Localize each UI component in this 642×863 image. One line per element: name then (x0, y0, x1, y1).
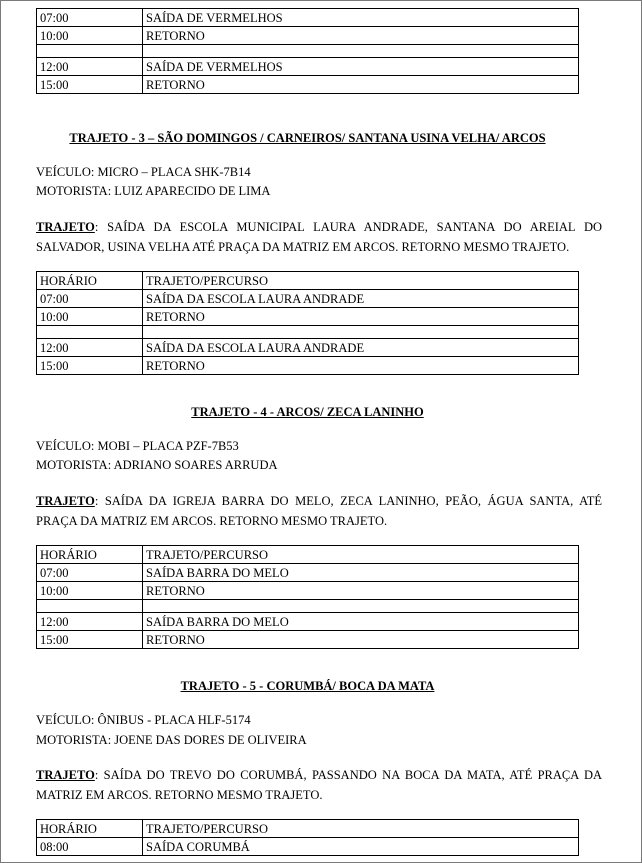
time-cell: 15:00 (37, 76, 143, 94)
time-cell: 12:00 (37, 613, 143, 631)
time-cell (37, 45, 143, 58)
route-cell: SAÍDA DA ESCOLA LAURA ANDRADE (143, 339, 579, 357)
spacer-row (37, 326, 579, 339)
schedule-table-route4 (36, 545, 579, 649)
route-cell: RETORNO (143, 631, 579, 649)
table-row (37, 838, 579, 856)
time-cell: 07:00 (37, 564, 143, 582)
route4-vehicle: VEÍCULO: MOBI – PLACA PZF-7B53 (36, 439, 239, 453)
table-header-row (37, 546, 579, 564)
route5-description (36, 765, 602, 805)
time-cell: 07:00 (37, 290, 143, 308)
time-cell: 10:00 (37, 308, 143, 326)
route4-heading: TRAJETO - 4 - ARCOS/ ZECA LANINHO (191, 405, 424, 419)
route-cell: RETORNO (143, 27, 579, 45)
table-row (37, 631, 579, 649)
table-row (37, 582, 579, 600)
route-cell: SAÍDA BARRA DO MELO (143, 564, 579, 582)
route-cell: RETORNO (143, 76, 579, 94)
route-cell: SAÍDA DE VERMELHOS (143, 58, 579, 76)
route-cell: SAÍDA DE VERMELHOS (143, 9, 579, 27)
header-time: HORÁRIO (37, 546, 143, 564)
route-cell: RETORNO (143, 308, 579, 326)
time-cell: 07:00 (37, 9, 143, 27)
time-cell: 10:00 (37, 582, 143, 600)
header-time: HORÁRIO (37, 272, 143, 290)
table-row (37, 76, 579, 94)
route3-driver: MOTORISTA: LUIZ APARECIDO DE LIMA (36, 184, 271, 198)
route-label: TRAJETO (36, 220, 95, 234)
header-route: TRAJETO/PERCURSO (143, 820, 579, 838)
route-label: TRAJETO (36, 768, 95, 782)
route5-vehicle: VEÍCULO: ÔNIBUS - PLACA HLF-5174 (36, 713, 251, 727)
route-cell (143, 326, 579, 339)
time-cell (37, 326, 143, 339)
table-row (37, 58, 579, 76)
route4-description (36, 491, 602, 531)
time-cell: 10:00 (37, 27, 143, 45)
spacer-row (37, 45, 579, 58)
schedule-table-route3 (36, 271, 579, 375)
route-cell: SAÍDA BARRA DO MELO (143, 613, 579, 631)
table-row (37, 357, 579, 375)
time-cell: 08:00 (37, 838, 143, 856)
schedule-table-route5 (36, 819, 579, 856)
route-label: TRAJETO (36, 494, 95, 508)
table-row (37, 564, 579, 582)
time-cell: 12:00 (37, 58, 143, 76)
table-header-row (37, 272, 579, 290)
table-row (37, 27, 579, 45)
table-header-row (37, 820, 579, 838)
time-cell (37, 600, 143, 613)
route-text: : SAÍDA DA ESCOLA MUNICIPAL LAURA ANDRADE, SANTANA DO AREIAL DO SALVADOR, USINA VELHA ATÉ PRAÇA DA MATRIZ EM ARCOS. RETORNO MESMO TRAJETO. (36, 220, 602, 254)
table-row (37, 613, 579, 631)
route-cell: SAÍDA DA ESCOLA LAURA ANDRADE (143, 290, 579, 308)
time-cell: 15:00 (37, 357, 143, 375)
header-route: TRAJETO/PERCURSO (143, 272, 579, 290)
spacer-row (37, 600, 579, 613)
route-cell (143, 45, 579, 58)
route4-driver: MOTORISTA: ADRIANO SOARES ARRUDA (36, 458, 278, 472)
route-cell: RETORNO (143, 357, 579, 375)
route5-heading: TRAJETO - 5 - CORUMBÁ/ BOCA DA MATA (180, 679, 435, 693)
route3-description (36, 217, 602, 257)
route5-driver: MOTORISTA: JOENE DAS DORES DE OLIVEIRA (36, 733, 307, 747)
header-time: HORÁRIO (37, 820, 143, 838)
table-row (37, 308, 579, 326)
route-text: : SAÍDA DA IGREJA BARRA DO MELO, ZECA LANINHO, PEÃO, ÁGUA SANTA, ATÉ PRAÇA DA MATRIZ EM ARCOS. RETORNO MESMO TRAJETO. (36, 494, 602, 528)
route3-vehicle: VEÍCULO: MICRO – PLACA SHK-7B14 (36, 165, 251, 179)
schedule-table-route2 (36, 8, 579, 94)
route-cell: SAÍDA CORUMBÁ (143, 838, 579, 856)
table-row (37, 290, 579, 308)
route-cell (143, 600, 579, 613)
route3-heading: TRAJETO - 3 – SÃO DOMINGOS / CARNEIROS/ SANTANA USINA VELHA/ ARCOS (69, 131, 546, 145)
time-cell: 15:00 (37, 631, 143, 649)
table-row (37, 339, 579, 357)
header-route: TRAJETO/PERCURSO (143, 546, 579, 564)
route-cell: RETORNO (143, 582, 579, 600)
route-text: : SAÍDA DO TREVO DO CORUMBÁ, PASSANDO NA BOCA DA MATA, ATÉ PRAÇA DA MATRIZ EM ARCOS. RETORNO MESMO TRAJETO. (36, 768, 602, 802)
time-cell: 12:00 (37, 339, 143, 357)
table-row (37, 9, 579, 27)
